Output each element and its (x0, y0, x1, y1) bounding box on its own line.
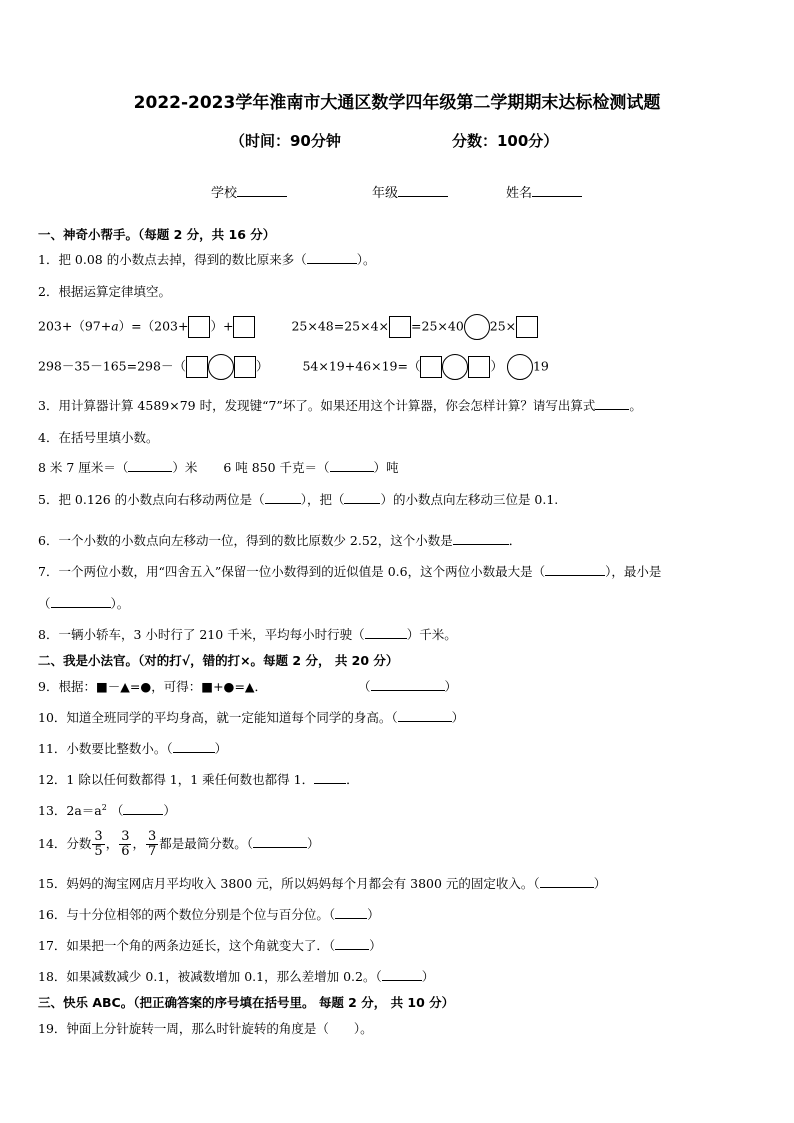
fraction-numerator: 3 (121, 829, 130, 844)
q12-blank[interactable] (314, 772, 346, 784)
fraction-denominator: 6 (121, 844, 130, 859)
answer-box[interactable] (188, 316, 210, 338)
answer-box[interactable] (389, 316, 411, 338)
q9-blank[interactable] (371, 679, 445, 691)
q14-text-b: 都是最简分数。（ (159, 836, 254, 851)
q10-text-end: ） (451, 710, 465, 725)
q5-text-b: ），把（ (300, 492, 345, 507)
q14-separator: ， (105, 836, 119, 851)
q4-text-d: ）吨 (373, 460, 399, 475)
q13-blank[interactable] (123, 803, 163, 815)
fraction-denominator: 5 (94, 844, 103, 859)
q6-text-end: ． (508, 533, 522, 548)
q14-text-end: ） (307, 836, 320, 851)
q18-text-end: ） (421, 969, 435, 984)
q8-blank[interactable] (365, 627, 407, 639)
fraction (119, 830, 131, 859)
section-2-heading: 二、我是小法官。（对的打√，错的打×。每题 2 分， 共 20 分） (38, 653, 399, 668)
question-17 (38, 936, 382, 954)
name-blank[interactable] (532, 195, 582, 197)
q13-paren-close: ） (163, 803, 176, 818)
question-8 (38, 625, 457, 643)
school-field[interactable] (211, 182, 287, 201)
q2-r1-text-e: =25×40 (411, 318, 464, 334)
q14-separator: ， (132, 836, 145, 851)
answer-box[interactable] (233, 316, 255, 338)
q17-text: 17．如果把一个角的两条边延长，这个角就变大了．（ (38, 938, 336, 953)
q10-blank[interactable] (398, 710, 452, 722)
question-11 (38, 739, 227, 757)
exam-score: 分数：100分） (452, 132, 559, 150)
q2-r2-text-b: ） (255, 358, 269, 374)
answer-box[interactable] (420, 356, 442, 378)
q13-paren-open: （ (110, 803, 124, 818)
q2-r1-text-d: 25×48=25×4× (291, 318, 390, 334)
q18-text: 18．如果减数减少 0.1，被减数增加 0.1，那么差增加 0.2。（ (38, 969, 382, 984)
page-title: 2022-2023学年淮南市大通区数学四年级第二学期期末达标检测试题 (133, 93, 661, 113)
q9-paren-close: ） (444, 679, 458, 694)
q18-blank[interactable] (382, 969, 422, 981)
q2-r1-text-c: ）+ (210, 318, 234, 334)
q1-text: 1．把 0.08 的小数点去掉，得到的数比原来多（ (38, 252, 307, 267)
q3-text: 3．用计算器计算 4589×79 时，发现键“7”坏了。如果还用这个计算器，你会怎样计算？请写出算式 (38, 398, 596, 413)
answer-box[interactable] (516, 316, 538, 338)
q15-text: 15．妈妈的淘宝网店月平均收入 3800 元，所以妈妈每个月都会有 3800 元的固定收入。（ (38, 876, 540, 891)
grade-field[interactable] (372, 182, 448, 201)
q4-text-a: 8 米 7 厘米＝（ (38, 460, 129, 475)
q5-text-c: ）的小数点向左移动三位是 0.1. (380, 492, 559, 507)
q14-text: 14．分数 (38, 836, 92, 851)
operator-circle[interactable] (507, 354, 533, 380)
q9-answer (358, 677, 457, 695)
q10-text: 10．知道全班同学的平均身高，就一定能知道每个同学的身高。（ (38, 710, 398, 725)
q4-blank-2[interactable] (330, 460, 374, 472)
question-5 (38, 490, 558, 508)
q4-row (38, 458, 399, 476)
question-3 (38, 396, 642, 414)
q6-blank[interactable] (453, 533, 509, 545)
q4-blank-1[interactable] (128, 460, 172, 472)
grade-label: 年级 (372, 186, 399, 201)
fraction (92, 830, 104, 859)
exam-time: （时间：90分钟 (230, 132, 341, 150)
q14-blank[interactable] (253, 836, 307, 848)
q17-blank[interactable] (335, 938, 369, 950)
q15-text-end: ） (593, 876, 607, 891)
question-13 (38, 801, 176, 819)
q2-row-1 (38, 314, 538, 340)
q1-text-end: ）。 (356, 252, 376, 267)
answer-box[interactable] (468, 356, 490, 378)
question-2: 2．根据运算定律填空。 (38, 284, 171, 299)
question-6 (38, 531, 521, 549)
q16-blank[interactable] (335, 907, 367, 919)
q3-text-end: 。 (629, 398, 642, 413)
q6-text: 6．一个小数的小数点向左移动一位，得到的数比原数少 2.52，这个小数是 (38, 533, 453, 548)
q2-row-2 (38, 354, 549, 380)
section-3-heading: 三、快乐 ABC。（把正确答案的序号填在括号里。 每题 2 分， 共 10 分） (38, 995, 455, 1010)
q5-text-a: 5．把 0.126 的小数点向右移动两位是（ (38, 492, 265, 507)
q16-text: 16．与十分位相邻的两个数位分别是个位与百分位。（ (38, 907, 336, 922)
q2-r1-text-a: 203+（97+ (38, 318, 112, 334)
q3-blank[interactable] (595, 398, 629, 410)
question-7 (38, 562, 661, 580)
q17-text-end: ） (369, 938, 382, 953)
question-19: 19．钟面上分针旋转一周，那么时针旋转的角度是（ ）。 (38, 1021, 373, 1036)
section-1-heading: 一、神奇小帮手。（每题 2 分，共 16 分） (38, 227, 276, 242)
question-15 (38, 874, 606, 892)
q2-r1-text-b: ）=（203+ (118, 318, 189, 334)
q13-text: 13．2a＝a (38, 803, 102, 818)
fraction-numerator: 3 (148, 829, 157, 844)
operator-circle[interactable] (208, 354, 234, 380)
question-7-cont (38, 594, 129, 612)
fraction-denominator: 7 (148, 844, 157, 859)
question-10 (38, 708, 464, 726)
q9-paren-open: （ (358, 679, 371, 694)
q12-text: 12．1 除以任何数都得 1，1 乘任何数也都得 1． (38, 772, 315, 787)
question-14 (38, 830, 320, 859)
q7-text-a: 7．一个两位小数，用“四舍五入”保留一位小数得到的近似值是 0.6，这个两位小数最大是（ (38, 564, 546, 579)
q12-text-end: ． (346, 772, 359, 787)
q2-r2-text-a: 298－35－165=298－（ (38, 358, 186, 374)
question-18 (38, 967, 434, 985)
q7-text-c: （ (38, 596, 51, 611)
operator-circle[interactable] (464, 314, 490, 340)
q7-text-d: ）。 (110, 596, 130, 611)
fraction-numerator: 3 (94, 829, 103, 844)
q15-blank[interactable] (540, 876, 594, 888)
question-9 (38, 677, 267, 695)
school-label: 学校 (211, 186, 238, 201)
q2-r2-text-c: 54×19+46×19=（ (302, 358, 421, 374)
q11-text: 11．小数要比整数小。（ (38, 741, 173, 756)
question-4: 4．在括号里填小数。 (38, 430, 159, 445)
question-1 (38, 250, 376, 268)
q7-blank-1[interactable] (545, 564, 605, 576)
operator-circle[interactable] (442, 354, 468, 380)
q2-r1-text-f: 25× (489, 318, 517, 334)
q2-r2-text-d: ） (490, 358, 503, 374)
answer-box[interactable] (234, 356, 256, 378)
q1-blank[interactable] (307, 252, 357, 264)
q11-blank[interactable] (173, 741, 215, 753)
q11-text-end: ） (214, 741, 228, 756)
question-16 (38, 905, 380, 923)
school-blank[interactable] (237, 195, 287, 197)
q9-text: 9．根据：■－▲=●，可得：■+●=▲． (38, 679, 268, 694)
question-12 (38, 770, 359, 788)
q16-text-end: ） (367, 907, 380, 922)
q4-text-c: 6 吨 850 千克＝（ (223, 460, 330, 475)
q13-superscript: 2 (101, 802, 107, 812)
q2-r1-var: a (111, 318, 119, 334)
q5-blank-2[interactable] (344, 492, 380, 504)
q8-text: 8．一辆小轿车，3 小时行了 210 千米，平均每小时行驶（ (38, 627, 365, 642)
grade-blank[interactable] (398, 195, 448, 197)
q4-text-b: ）米 (172, 460, 198, 475)
answer-box[interactable] (186, 356, 208, 378)
q2-r2-text-e: 19 (532, 358, 549, 374)
q7-blank-2[interactable] (51, 596, 111, 608)
q7-text-b: ），最小是 (605, 564, 662, 579)
name-label: 姓名 (506, 186, 533, 201)
q8-text-end: ）千米。 (406, 627, 457, 642)
name-field[interactable] (506, 182, 582, 201)
fraction (146, 830, 158, 859)
q5-blank-1[interactable] (265, 492, 301, 504)
